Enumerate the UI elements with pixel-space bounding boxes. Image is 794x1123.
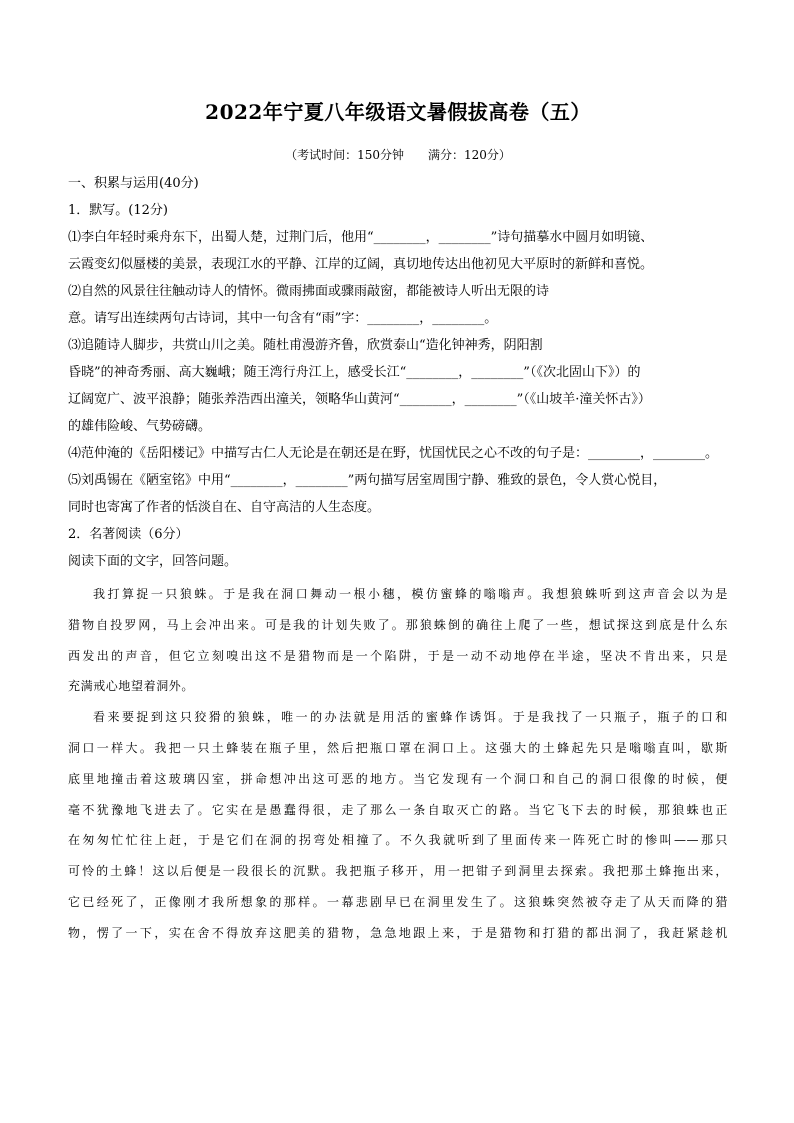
- question-1-heading: 1．默写。(12分): [68, 203, 168, 218]
- reading-passage: [68, 579, 728, 949]
- question-2-heading: 2．名著阅读（6分）: [68, 527, 189, 542]
- passage-line: 可怜的土蜂！这以后便是一段很长的沉默。我把瓶子移开，用一把钳子到洞里去探索。我把那土蜂拖出来，: [68, 864, 728, 879]
- passage-line: 底里地撞击着这玻璃囚室，拼命想冲出这可恶的地方。当它发现有一个洞口和自己的洞口很像的时候，便: [68, 771, 728, 786]
- passage-line: 物，愣了一下，实在舍不得放弃这肥美的猎物，急急地跟上来，于是猎物和打猎的都出洞了，我赶紧趁机: [68, 925, 728, 940]
- question-1-line: ⑴李白年轻时乘舟东下，出蜀人楚，过荆门后，他用“________，________”诗句描摹水中圆月如明镜、: [68, 230, 654, 245]
- exam-title: 2022年宁夏八年级语文暑假拔高卷（五）: [205, 100, 591, 124]
- exam-page: [68, 98, 728, 949]
- question-2-instruction: 阅读下面的文字，回答问题。: [68, 554, 238, 569]
- passage-line: 西发出的声音，但它立刻嗅出这不是猎物而是一个陷阱，于是一动不动地停在半途，坚决不肯出来，只是: [68, 648, 728, 663]
- passage-line: 充满戒心地望着洞外。: [68, 679, 195, 694]
- question-1-line: ⑷范仲淹的《岳阳楼记》中描写古仁人无论是在朝还是在野，忧国忧民之心不改的句子是：________，________。: [68, 446, 719, 461]
- question-1-line: 意。请写出连续两句古诗词，其中一句含有“雨”字：________，________。: [68, 311, 498, 326]
- section-heading: 一、积累与运用(40分): [68, 176, 199, 191]
- question-1-line: 的雄伟险峻、气势磅礴。: [68, 419, 212, 434]
- question-1-line: 云霞变幻似蜃楼的美景，表现江水的平静、江岸的辽阔，真切地传达出他初见大平原时的新鲜和喜悦。: [68, 257, 654, 272]
- question-1-line: ⑸刘禹锡在《陋室铭》中用“________，________”两句描写居室周围宁静、雅致的景色，令人赏心悦目，: [68, 473, 667, 488]
- passage-line: 毫不犹豫地飞进去了。它实在是愚蠢得很，走了那么一条自取灭亡的路。当它飞下去的时候，那狼蛛也正: [68, 802, 728, 817]
- exam-subtitle: （考试时间：150分钟 满分：120分）: [285, 148, 511, 162]
- question-1-line: 昏晓”的神奇秀丽、高大巍峨；随王湾行舟江上，感受长江“________，________”（《次北固山下》）的: [68, 365, 641, 380]
- passage-line: 在匆匆忙忙往上赶，于是它们在洞的拐弯处相撞了。不久我就听到了里面传来一阵死亡时的惨叫——那只: [68, 833, 728, 848]
- question-1-line: 同时也寄寓了作者的恬淡自在、自守高洁的人生态度。: [68, 500, 381, 515]
- question-1-line: ⑵自然的风景往往触动诗人的情怀。微雨拂面或骤雨敲窗，都能被诗人听出无限的诗: [68, 284, 550, 299]
- question-1-line: 辽阔宽广、波平浪静；随张养浩西出潼关，领略华山黄河“________，________”（《山坡羊·潼关怀古》）: [68, 392, 651, 407]
- passage-line: 猎物自投罗网，马上会冲出来。可是我的计划失败了。那狼蛛倒的确往上爬了一些，想试探这到底是什么东: [68, 617, 728, 632]
- passage-line: 它已经死了，正像刚才我所想象的那样。一幕悲剧早已在洞里发生了。这狼蛛突然被夺走了从天而降的猎: [68, 894, 728, 909]
- question-1-line: ⑶追随诗人脚步，共赏山川之美。随杜甫漫游齐鲁，欣赏泰山“造化钟神秀，阴阳割: [68, 338, 543, 353]
- passage-line: 我打算捉一只狼蛛。于是我在洞口舞动一根小穗，模仿蜜蜂的嗡嗡声。我想狼蛛听到这声音会以为是: [93, 587, 728, 601]
- question-1-body: [68, 224, 728, 521]
- passage-line: 看来要捉到这只狡猾的狼蛛，唯一的办法就是用活的蜜蜂作诱饵。于是我找了一只瓶子，瓶子的口和: [93, 710, 728, 725]
- passage-line: 洞口一样大。我把一只土蜂装在瓶子里，然后把瓶口罩在洞口上。这强大的土蜂起先只是嗡嗡直叫，歇斯: [68, 740, 728, 755]
